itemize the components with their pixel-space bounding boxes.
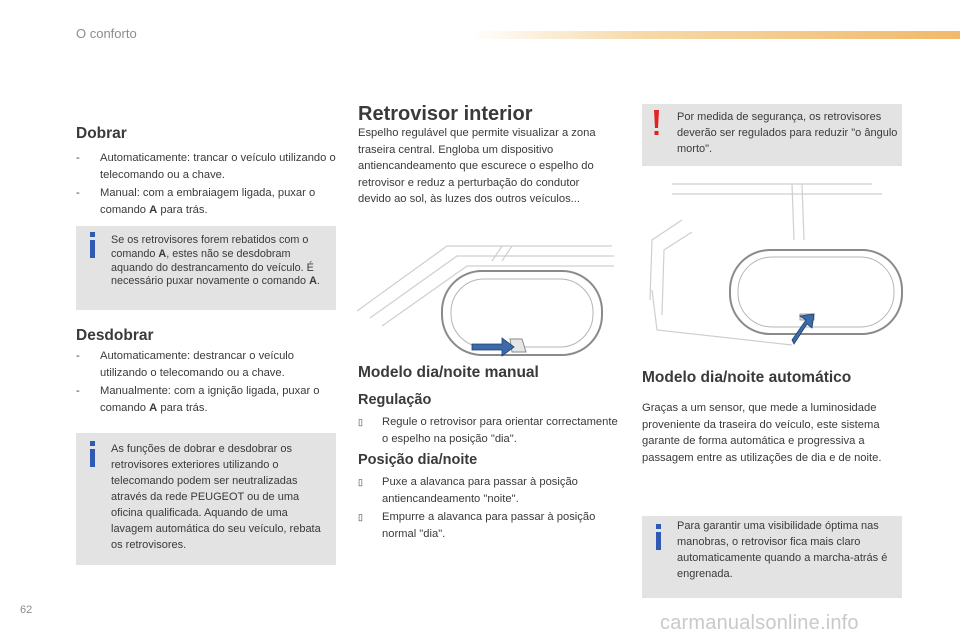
list-item: - Automaticamente: trancar o veículo utilizando o telecomando ou a chave. <box>76 152 336 181</box>
posicao-list <box>358 474 620 544</box>
section-title: O conforto <box>76 26 137 41</box>
dobrar-list <box>76 150 338 220</box>
dobrar-title: Dobrar <box>76 125 127 142</box>
info-box-text: As funções de dobrar e desdobrar os retrovisores exteriores utilizando o telecomando podem ser neutralizadas através da rede PEUGEOT ou de uma oficina qualificada. Aquando de uma lavagem automática do seu veículo, rebata os retrovisores. <box>111 443 321 551</box>
regulacao-title: Regulação <box>358 392 432 408</box>
warning-box <box>642 104 902 166</box>
info-box <box>76 433 336 565</box>
regulacao-list <box>358 414 618 449</box>
info-box <box>76 226 336 310</box>
info-box <box>642 516 902 598</box>
header-gradient-bar <box>470 31 960 39</box>
list-item: ▯ Puxe a alavanca para passar à posição antiencandeamento "noite". <box>358 476 578 505</box>
desdobrar-title: Desdobrar <box>76 327 154 344</box>
desdobrar-list <box>76 348 338 418</box>
list-item: - Manualmente: com a ignição ligada, puxar o comando A para trás. <box>76 385 320 414</box>
intro-text: Espelho regulável que permite visualizar a zona traseira central. Engloba um dispositivo antiencandeamento que escurece o espelho do retrovisor e reduz a perturbação do condutor devido ao sol, às luzes dos outros veículos... <box>358 127 596 205</box>
posicao-title: Posição dia/noite <box>358 452 478 468</box>
watermark: carmanualsonline.info <box>660 612 859 634</box>
automatic-mirror-illustration <box>642 180 910 348</box>
page-title: Retrovisor interior <box>358 103 533 125</box>
warning-box-text: Por medida de segurança, os retrovisores deverão ser regulados para reduzir "o ângulo morto". <box>677 111 898 155</box>
info-box-text: Para garantir uma visibilidade óptima nas manobras, o retrovisor fica mais claro automaticamente quando a marcha-atrás é engrenada. <box>677 520 888 580</box>
manual-model-title: Modelo dia/noite manual <box>358 364 539 381</box>
list-item: - Automaticamente: destrancar o veículo utilizando o telecomando ou a chave. <box>76 350 295 379</box>
auto-model-text: Graças a um sensor, que mede a luminosidade proveniente da traseira do veículo, este sistema garante de forma automática e progressiva a passagem entre as utilizações de dia e de noite. <box>642 402 882 464</box>
manual-mirror-illustration <box>352 236 622 366</box>
auto-model-title: Modelo dia/noite automático <box>642 369 852 386</box>
info-box-text: Se os retrovisores forem rebatidos com o comando A, estes não se desdobram aquando do destrancamento do veículo. É necessário puxar novamente o comando A. <box>111 234 320 288</box>
list-item: ▯ Regule o retrovisor para orientar correctamente o espelho na posição "dia". <box>358 416 618 445</box>
page-number: 62 <box>20 604 33 616</box>
list-item: - Manual: com a embraiagem ligada, puxar o comando A para trás. <box>76 187 316 216</box>
warning-icon <box>650 110 676 138</box>
list-item: ▯ Empurre a alavanca para passar à posição normal "dia". <box>358 511 596 540</box>
